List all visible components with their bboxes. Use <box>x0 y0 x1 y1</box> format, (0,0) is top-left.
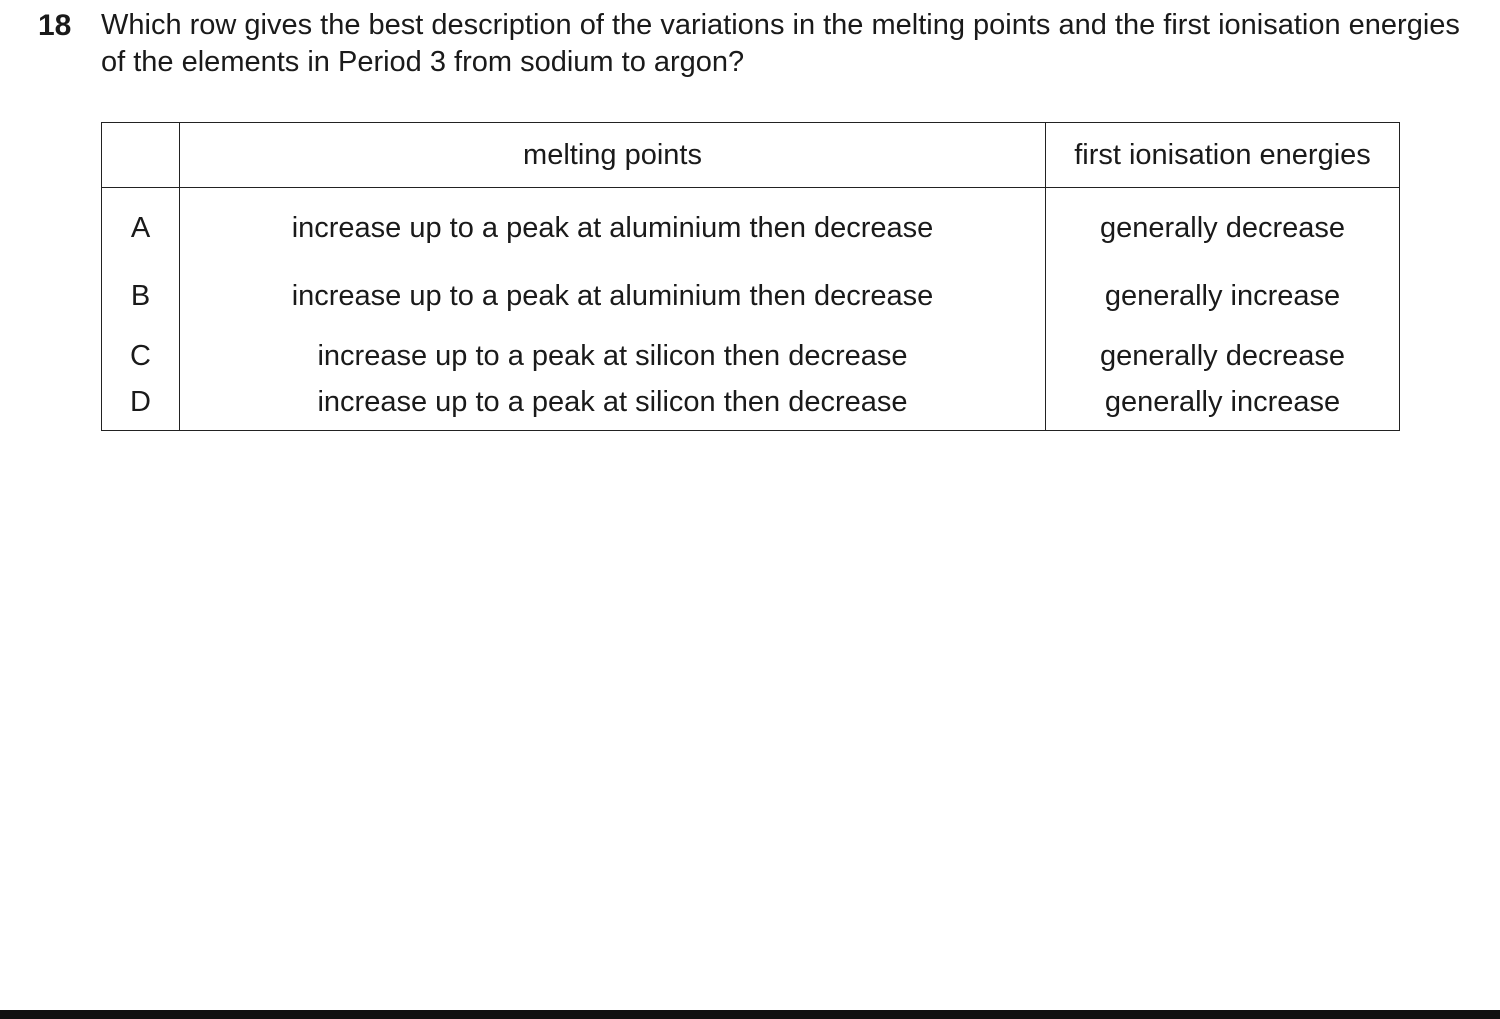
question-number: 18 <box>38 9 72 42</box>
melting-points-cell: increase up to a peak at silicon then decrease <box>180 326 1046 386</box>
ionisation-energies-header: first ionisation energies <box>1046 123 1400 188</box>
options-table <box>101 122 1400 431</box>
melting-points-cell: increase up to a peak at silicon then decrease <box>180 386 1046 431</box>
melting-points-cell: increase up to a peak at aluminium then decrease <box>180 188 1046 267</box>
ionisation-energies-cell: generally decrease <box>1046 326 1400 386</box>
question-text: Which row gives the best description of the variations in the melting points and the first ionisation energies of the elements in Period 3 from sodium to argon? <box>101 9 1460 78</box>
ionisation-energies-cell: generally decrease <box>1046 188 1400 267</box>
option-letter: A <box>102 188 180 267</box>
melting-points-header: melting points <box>180 123 1046 188</box>
ionisation-energies-cell: generally increase <box>1046 386 1400 431</box>
option-letter: B <box>102 266 180 326</box>
page-footer-bar <box>0 1010 1500 1019</box>
table-row[interactable] <box>102 326 1400 386</box>
table-row[interactable] <box>102 266 1400 326</box>
table-row[interactable] <box>102 386 1400 431</box>
ionisation-energies-cell: generally increase <box>1046 266 1400 326</box>
blank-header-cell <box>102 123 180 188</box>
melting-points-cell: increase up to a peak at aluminium then decrease <box>180 266 1046 326</box>
option-letter: D <box>102 386 180 431</box>
option-letter: C <box>102 326 180 386</box>
table-row[interactable] <box>102 188 1400 267</box>
table-header-row <box>102 123 1400 188</box>
